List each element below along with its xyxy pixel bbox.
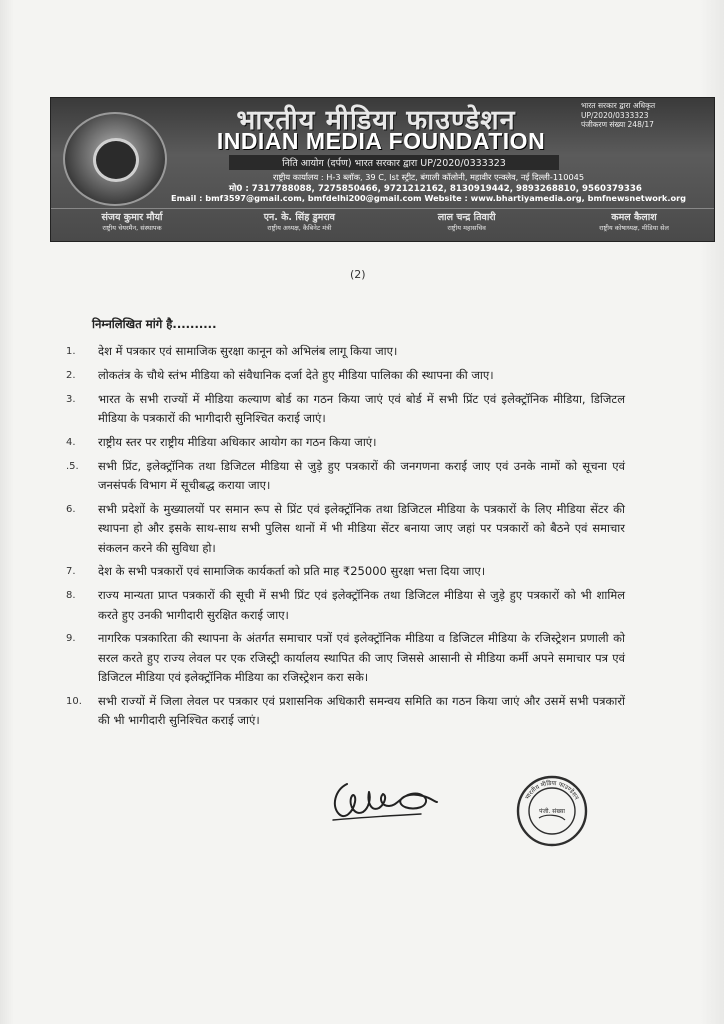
item-number: .5.	[66, 460, 79, 472]
list-item	[62, 562, 625, 581]
official-1	[57, 210, 207, 238]
item-number: 3.	[66, 393, 76, 405]
item-text: देश के सभी पत्रकारों एवं सामाजिक कार्यकर्ता को प्रति माह ₹25000 सुरक्षा भत्ता दिया जाए।	[98, 564, 486, 579]
foundation-seal-stamp	[515, 774, 589, 848]
office-address: राष्ट्रीय कार्यालय : H-3 ब्लॉक, 39 C, Ist स्ट्रीट, बंगाली कॉलोनी, महावीर एन्क्लेव, नई दिल्ली-110045	[273, 172, 585, 182]
official-title: राष्ट्रीय महासचिव	[447, 224, 486, 232]
item-number: 8.	[66, 590, 76, 602]
list-item	[62, 457, 625, 496]
officials-row	[57, 210, 709, 238]
seal-top-text: भारतीय मीडिया फाउण्डेशन	[524, 779, 581, 801]
item-text: भारत के सभी राज्यों में मीडिया कल्याण बोर्ड का गठन किया जाएं एवं बोर्ड में सभी प्रिंट एवं इलेक्ट्रॉनिक मीडिया, डिजिटल मीडिया के पत्रकारों की भागीदारी सुनिश्चित कराई जाएं।	[98, 391, 625, 425]
gov-box-line-3: पंजीकरण संख्या 248/17	[581, 120, 654, 129]
page-number: (2)	[350, 268, 366, 281]
demands-list	[62, 342, 625, 735]
official-4	[559, 210, 709, 238]
seal-center-text: पंजी. संख्या	[539, 808, 565, 815]
official-name: लाल चन्द्र तिवारी	[437, 212, 496, 223]
item-text: सभी प्रिंट, इलेक्ट्रॉनिक तथा डिजिटल मीडिया से जुड़े हुए पत्रकारों की जनगणना कराई जाए एवं उनके नामों को सूचना एवं जनसंपर्क विभाग में सूचीबद्ध कराया जाए।	[98, 458, 625, 492]
official-2	[224, 210, 374, 238]
official-name: कमल कैलाश	[611, 212, 657, 223]
official-name: एन. के. सिंह डुमराव	[263, 212, 335, 223]
letterhead-banner	[50, 97, 715, 242]
official-3	[392, 210, 542, 238]
item-text: नागरिक पत्रकारिता की स्थापना के अंतर्गत समाचार पत्रों एवं इलेक्ट्रॉनिक मीडिया व डिजिटल मीडिया के रजिस्ट्रेशन प्रणाली को सरल करते हुए राज्य लेवल पर एक रजिस्ट्री कार्यालय स्थापित की जाए जिससे आसानी से मीडिया कर्मी अपने समाचार पत्र एवं डिजिटल मीडिया एवं इलेक्ट्रॉनिक मीडिया का रजिस्ट्रेशन करा सके।	[98, 631, 625, 685]
item-text: सभी राज्यों में जिला लेवल पर पत्रकार एवं प्रशासनिक अधिकारी समन्वय समिति का गठन किया जाएं और उसमें सभी पत्रकारों की भी भागीदारी सुनिश्चित कराई जाएं।	[98, 694, 625, 728]
official-title: राष्ट्रीय कोषाध्यक्ष, मीडिया सेल	[599, 224, 669, 232]
item-text: राष्ट्रीय स्तर पर राष्ट्रीय मीडिया अधिकार आयोग का गठन किया जाएं।	[98, 434, 377, 449]
foundation-emblem-icon	[63, 112, 167, 206]
signature	[325, 772, 441, 828]
item-text: देश में पत्रकार एवं सामाजिक सुरक्षा कानून को अभिलंब लागू किया जाए।	[98, 344, 398, 358]
official-title: राष्ट्रीय चेयरमैन, संस्थापक	[102, 224, 162, 232]
item-text: सभी प्रदेशों के मुख्यालयों पर समान रूप से प्रिंट एवं इलेक्ट्रॉनिक तथा डिजिटल मीडिया के पत्रकारों के लिए मीडिया सेंटर की स्थापना हो और इसके साथ-साथ सभी पुलिस थानों में भी मीडिया सेंटर बनाया जाए जहां पर पत्रकारों को बैठने एवं समाचार संकलन करने की सुविधा हो।	[98, 501, 625, 555]
registration-line: निति आयोग (दर्पण) भारत सरकार द्वारा UP/2020/0333323	[229, 155, 559, 170]
email-website-row: Email : bmf3597@gmail.com, bmfdelhi200@gmail.com Website : www.bhartiyamedia.org, bmfnewsnetwork.org	[171, 193, 686, 203]
item-number: 4.	[66, 436, 76, 448]
gov-box-line-2: UP/2020/0333323	[581, 110, 649, 120]
item-number: 10.	[66, 696, 82, 708]
list-item	[62, 586, 625, 625]
list-item	[62, 692, 625, 731]
list-item	[62, 629, 625, 687]
item-text: लोकतंत्र के चौथे स्तंभ मीडिया को संवैधानिक दर्जा देते हुए मीडिया पालिका की स्थापना की जाए।	[98, 367, 494, 382]
item-number: 9.	[66, 633, 76, 645]
list-item	[62, 390, 625, 429]
list-item	[62, 433, 625, 452]
item-number: 1.	[66, 346, 76, 357]
official-title: राष्ट्रीय अध्यक्ष, कैबिनेट मंत्री	[267, 224, 332, 232]
item-number: 2.	[66, 369, 76, 381]
list-item	[62, 342, 625, 361]
item-number: 6.	[66, 503, 76, 515]
gov-box-line-1: भारत सरकार द्वारा अधिकृत	[581, 101, 656, 110]
item-number: 7.	[66, 566, 76, 578]
letterhead-divider	[51, 208, 714, 209]
list-item	[62, 366, 625, 385]
foundation-name-english: INDIAN MEDIA FOUNDATION	[216, 128, 546, 154]
phone-numbers: मो0 : 7317788088, 7275850466, 9721212162, 8130919442, 9893268810, 9560379336	[229, 184, 642, 194]
item-text: राज्य मान्यता प्राप्त पत्रकारों की सूची में सभी प्रिंट एवं इलेक्ट्रॉनिक तथा डिजिटल मीडिया से जुड़े हुए पत्रकारों को भी शामिल करते हुए उनकी भागीदारी सुरक्षित कराई जाए।	[98, 588, 625, 622]
foundation-name-hindi: भारतीय मीडिया फाउण्डेशन	[236, 105, 516, 136]
official-name: संजय कुमार मौर्या	[101, 212, 163, 223]
government-authorization-box	[581, 101, 709, 187]
demands-heading: निम्नलिखित मांगे है..........	[92, 317, 217, 331]
list-item	[62, 500, 625, 558]
